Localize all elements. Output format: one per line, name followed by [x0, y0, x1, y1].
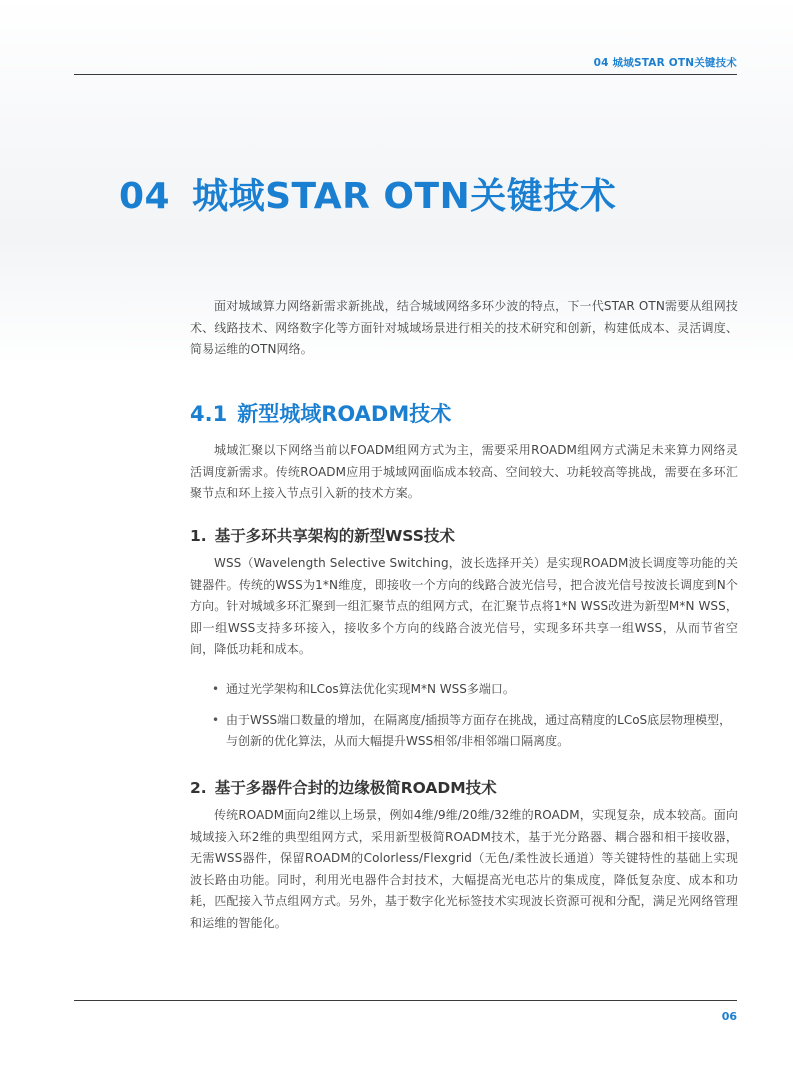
chapter-title-text: 城域STAR OTN关键技术: [192, 176, 617, 217]
intro-paragraph: 面对城域算力网络新需求新挑战，结合城域网络多环少波的特点，下一代STAR OTN需要从组网技术、线路技术、网络数字化等方面针对城域场景进行相关的技术研究和创新，构建低成本、灵活调度、简易运维的OTN网络。: [190, 299, 738, 356]
bullet-text: 由于WSS端口数量的增加，在隔离度/插损等方面存在挑战，通过高精度的LCoS底层物理模型，与创新的优化算法，从而大幅提升WSS相邻/非相邻端口隔离度。: [226, 712, 732, 748]
chapter-title: [119, 168, 616, 219]
subsection-title-2-text: 基于多器件合封的边缘极简ROADM技术: [214, 779, 497, 797]
subsection-number-1: 1.: [190, 527, 207, 545]
subsection-title-2: [190, 776, 497, 798]
subsection-title-1: [190, 524, 455, 546]
bullet-dot-icon: •: [212, 682, 220, 696]
running-header: 04 城域STAR OTN关键技术: [593, 57, 737, 69]
subsection-1-paragraph: WSS（Wavelength Selective Switching，波长选择开关）是实现ROADM波长调度等功能的关键器件。传统的WSS为1*N维度，即接收一个方向的线路合波光信号，把合波光信号按波长调度到N个方向。针对城域多环汇聚到一组汇聚节点的组网方式，在汇聚节点将1*N WSS改进为新型M*N WSS，即一组WSS支持多环接入，接收多个方向的线路合波光信号，实现多环共享一组WSS，从而节省空间，降低功耗和成本。: [190, 556, 738, 656]
header-rule: [74, 74, 737, 75]
footer-rule: [74, 1000, 737, 1001]
section-title-text: 新型城域ROADM技术: [237, 402, 452, 426]
section-number: 4.1: [190, 402, 228, 426]
list-item: [210, 679, 738, 701]
intro-block: [190, 296, 738, 361]
list-item: [210, 710, 738, 753]
subsection-number-2: 2.: [190, 779, 207, 797]
bullet-dot-icon: •: [212, 712, 220, 727]
subsection-1-body: [190, 553, 738, 661]
section-4-1-body: [190, 440, 738, 505]
page-number: 06: [721, 1010, 737, 1023]
chapter-number: 04: [119, 176, 171, 217]
subsection-2-body: [190, 805, 738, 934]
subsection-title-1-text: 基于多环共享架构的新型WSS技术: [214, 527, 455, 545]
bullet-text: 通过光学架构和LCos算法优化实现M*N WSS多端口。: [226, 682, 515, 696]
section-4-1-paragraph: 城域汇聚以下网络当前以FOADM组网方式为主，需要采用ROADM组网方式满足未来算力网络灵活调度新需求。传统ROADM应用于城域网面临成本较高、空间较大、功耗较高等挑战，需要在多环汇聚节点和环上接入节点引入新的技术方案。: [190, 443, 738, 500]
bullet-list: [210, 679, 738, 762]
subsection-2-paragraph: 传统ROADM面向2维以上场景，例如4维/9维/20维/32维的ROADM，实现复杂，成本较高。面向城域接入环2维的典型组网方式，采用新型极简ROADM技术，基于光分路器、耦合器和相干接收器，无需WSS器件，保留ROADM的Colorless/Flexgrid（无色/柔性波长通道）等关键特性的基础上实现波长路由功能。同时，利用光电器件合封技术，大幅提高光电芯片的集成度，降低复杂度、成本和功耗，匹配接入节点组网方式。另外，基于数字化光标签技术实现波长资源可视和分配，满足光网络管理和运维的智能化。: [190, 808, 738, 930]
section-title-4-1: [190, 398, 451, 428]
